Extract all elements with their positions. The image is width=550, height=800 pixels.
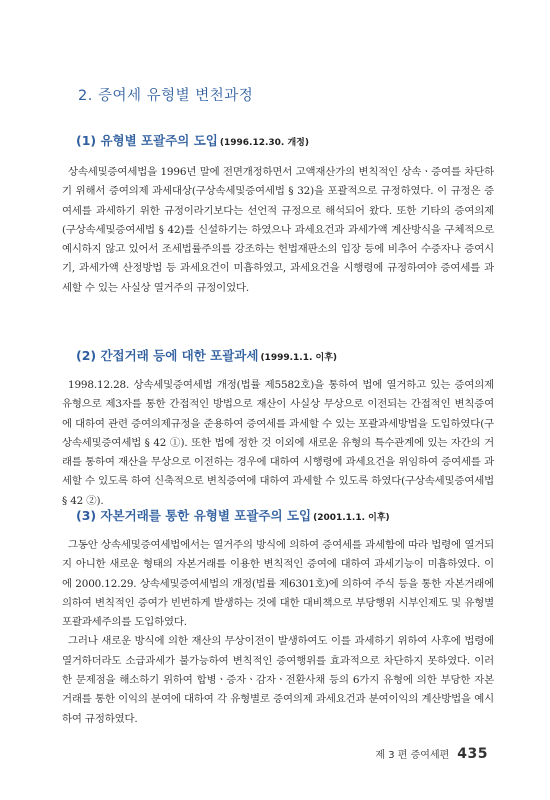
section-date: (1999.1.1. 이후) xyxy=(260,353,338,363)
section-date: (1996.12.30. 개정) xyxy=(219,138,309,148)
section-paragraph: 그러나 새로운 방식에 의한 재산의 무상이전이 발생하여도 이를 과세하기 위하여 사후에 법령에 열거하더라도 소급과세가 불가능하여 변칙적인 증여행위를 효과적으로 차단하지 못하였다. 이러한 문제점을 해소하기 위하여 합병ㆍ증자ㆍ감자ㆍ전환사채 등의 6가지 유형에 의한 부당한 자본거래를 통한 이익의 분여에 대하여 각 유형별로 증여의제 과세요건과 분여이익의 계산방법을 예시하여 규정하였다. xyxy=(62,635,494,725)
section-heading xyxy=(62,506,494,526)
section-capital-transactions xyxy=(62,506,494,729)
section-heading xyxy=(62,346,494,366)
page-title: 2. 증여세 유형별 변천과정 xyxy=(78,88,254,104)
section-heading-text: (2) 간접거래 등에 대한 포괄과세 xyxy=(76,348,259,363)
section-heading-text: (1) 유형별 포괄주의 도입 xyxy=(76,133,218,148)
page-number: 435 xyxy=(457,746,488,762)
section-heading xyxy=(62,131,494,151)
section-indirect-transactions xyxy=(62,346,494,511)
page-footer xyxy=(375,746,488,762)
section-paragraph: 1998.12.28. 상속세및증여세법 개정(법률 제5582호)을 통하여 법에 열거하고 있는 증여의제 유형으로 제3자를 통한 간접적인 방법으로 재산이 사실상 무상으로 이전되는 간접적인 변칙증여에 대하여 관련 증여의제규정을 준용하여 증여세를 과세할 수 있는 포괄과세방법을 도입하였다(구상속세및증여세법 § 42 ①). 또한 법에 정한 것 이외에 새로운 유형의 특수관계에 있는 자간의 거래를 통하여 재산을 무상으로 이전하는 경우에 대하여 시행령에 과세요건을 위임하여 증여세를 과세할 수 있도록 하여 신축적으로 변칙증여에 대하여 과세할 수 있도록 하였다(구상속세및증여세법 § 42 ②). xyxy=(62,379,494,507)
section-heading-text: (3) 자본거래를 통한 유형별 포괄주의 도입 xyxy=(76,508,312,523)
section-date: (2001.1.1. 이후) xyxy=(313,513,390,523)
section-paragraph: 그동안 상속세및증여세법에서는 열거주의 방식에 의하여 증여세를 과세함에 따라 법령에 열거되지 아니한 새로운 형태의 자본거래를 이용한 변칙적인 증여에 대하여 과세기능이 미흡하였다. 이에 2000.12.29. 상속세및증여세법의 개정(법률 제6301호)에 의하여 주식 등을 통한 자본거래에 의하여 변칙적인 증여가 빈번하게 발생하는 것에 대한 대비책으로 부당행위 시부인제도 및 유형별 포괄과세주의를 도입하였다. xyxy=(62,539,494,629)
section-paragraph: 상속세및증여세법을 1996년 말에 전면개정하면서 고액재산가의 변칙적인 상속ㆍ증여를 차단하기 위해서 증여의제 과세대상(구상속세및증여세법 § 32)을 포괄적으로 규정하였다. 이 규정은 증여세를 과세하기 위한 규정이라기보다는 선언적 규정으로 해석되어 왔다. 또한 기타의 증여의제(구상속세및증여세법 § 42)를 신설하기는 하였으나 과세요건과 과세가액 계산방식을 구체적으로 예시하지 않고 있어서 조세법률주의를 강조하는 헌법재판소의 입장 등에 비추어 수증자나 증여시기, 과세가액 산정방법 등 과세요건이 미흡하였고, 과세요건을 시행령에 규정하여야 증여세를 과세할 수 있는 사실상 열거주의 규정이었다. xyxy=(62,166,494,294)
footer-part-label: 제 3 편 증여세편 xyxy=(375,750,450,761)
section-comprehensive-by-type xyxy=(62,131,494,298)
